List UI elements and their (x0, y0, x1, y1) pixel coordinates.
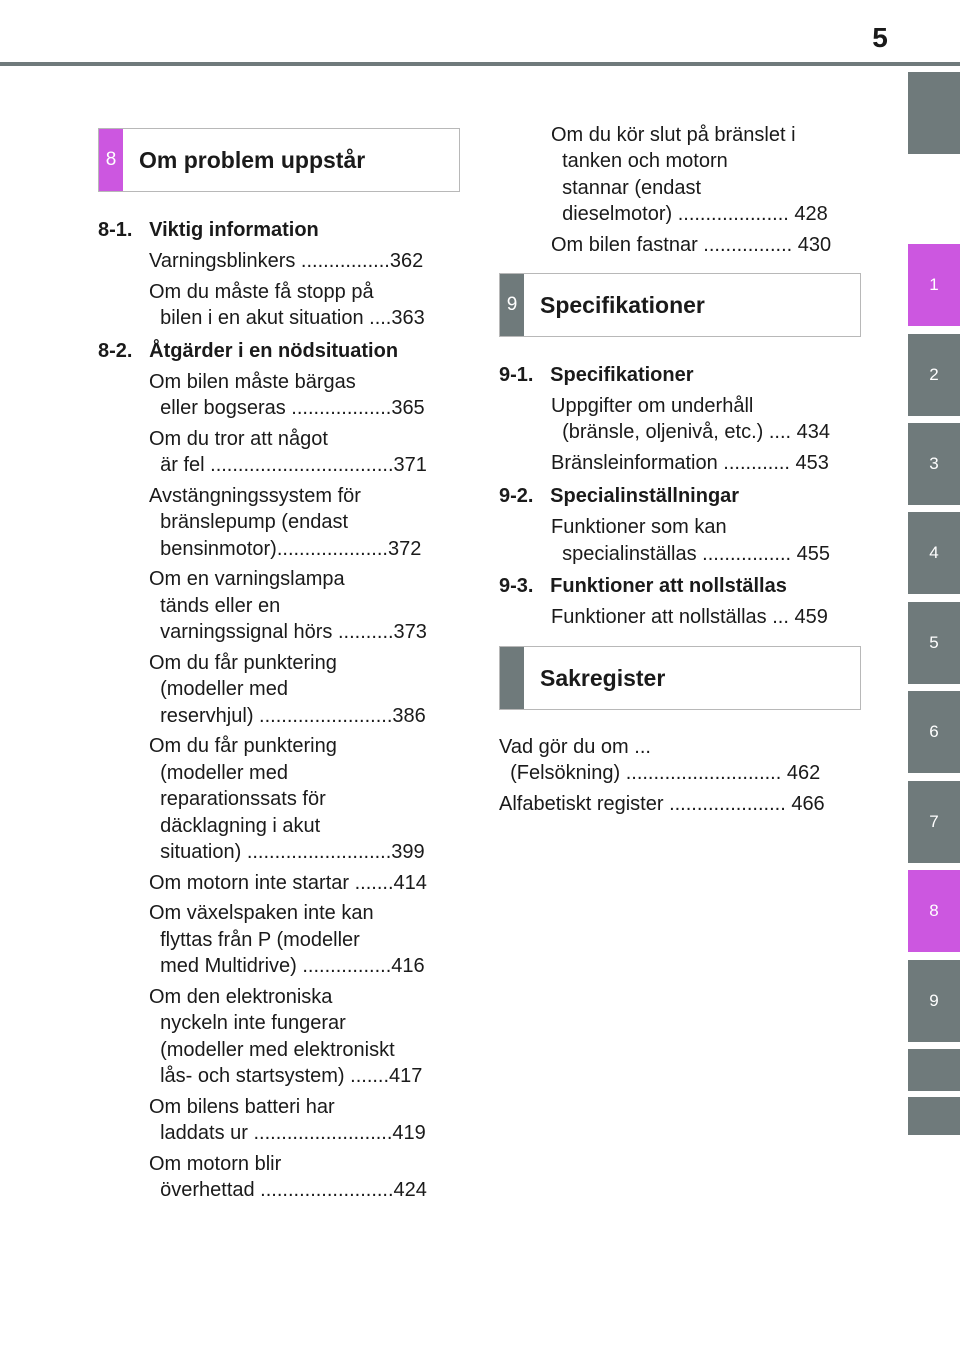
chapter-tab-2[interactable]: 2 (908, 334, 960, 416)
toc-entry[interactable]: Avstängningssystem för (149, 485, 361, 507)
toc-entry[interactable]: reservhjul) ........................386 (149, 705, 426, 727)
index-title: Sakregister (540, 664, 666, 691)
toc-entry[interactable]: Om motorn blir (149, 1153, 282, 1175)
toc-entry[interactable]: situation) ..........................399 (149, 841, 425, 863)
toc-entry[interactable]: eller bogseras ..................365 (149, 397, 425, 419)
toc-entry[interactable]: (bränsle, oljenivå, etc.) .... 434 (551, 421, 831, 443)
toc-entry[interactable]: Om du får punktering (149, 735, 337, 757)
chapter-tab-3[interactable]: 3 (908, 423, 960, 505)
toc-entry[interactable]: är fel .................................371 (149, 454, 427, 476)
toc-entry[interactable]: specialinställas ................ 455 (551, 543, 831, 565)
chapter-tab-6[interactable]: 6 (908, 691, 960, 773)
chapter-tab-7[interactable]: 7 (908, 781, 960, 863)
toc-entry[interactable]: däcklagning i akut (149, 815, 321, 837)
chapter-tab-8[interactable]: 8 (908, 870, 960, 952)
toc-entry[interactable]: Om bilen måste bärgas (149, 371, 356, 393)
toc-entry[interactable]: (modeller med (149, 762, 288, 784)
toc-entry[interactable]: bensinmotor)....................372 (149, 538, 422, 560)
toc-entry[interactable]: reparationssats för (149, 788, 326, 810)
toc-entry[interactable]: Om bilens batteri har (149, 1096, 335, 1118)
toc-entry[interactable]: laddats ur .........................419 (149, 1122, 426, 1144)
toc-entry[interactable]: Om växelspaken inte kan (149, 902, 374, 924)
section-9-number: 9 (500, 274, 524, 336)
section-9-title: Specifikationer (540, 291, 705, 318)
toc-entry[interactable]: Om du tror att något (149, 428, 328, 450)
toc-entry[interactable]: tänds eller en (149, 595, 281, 617)
subsection-9-3: 9-3. Funktioner att nollställas (499, 575, 787, 597)
chapter-tab-blank-1[interactable] (908, 1049, 960, 1091)
toc-entry[interactable]: lås- och startsystem) .......417 (149, 1065, 423, 1087)
toc-entry[interactable]: tanken och motorn (551, 150, 728, 172)
chapter-tab-blank-top[interactable] (908, 72, 960, 154)
toc-entry[interactable]: (Felsökning) ............................ 462 (499, 762, 821, 784)
toc-entry[interactable]: Om motorn inte startar .......414 (149, 872, 427, 894)
section-9-header[interactable] (499, 273, 861, 337)
toc-entry[interactable]: Uppgifter om underhåll (551, 395, 754, 417)
page-number: 5 (872, 22, 888, 53)
chapter-tab-9[interactable]: 9 (908, 960, 960, 1042)
toc-entry[interactable]: (modeller med (149, 678, 288, 700)
top-rule (0, 62, 960, 66)
toc-entry[interactable]: Om bilen fastnar ................ 430 (551, 234, 832, 256)
toc-entry[interactable]: varningssignal hörs ..........373 (149, 621, 427, 643)
subsection-9-2: 9-2. Specialinställningar (499, 485, 740, 507)
toc-entry[interactable]: Om du kör slut på bränslet i (551, 124, 796, 146)
subsection-8-1: 8-1. Viktig information (98, 219, 319, 241)
toc-entry[interactable]: (modeller med elektroniskt (149, 1039, 395, 1061)
toc-entry[interactable]: bränslepump (endast (149, 511, 349, 533)
subsection-9-1: 9-1. Specifikationer (499, 364, 694, 386)
toc-entry[interactable]: bilen i en akut situation ....363 (149, 307, 425, 329)
chapter-tab-5[interactable]: 5 (908, 602, 960, 684)
toc-entry[interactable]: Bränsleinformation ............ 453 (551, 452, 829, 474)
section-8-number: 8 (99, 129, 123, 191)
toc-entry[interactable]: flyttas från P (modeller (149, 929, 360, 951)
subsection-8-2: 8-2. Åtgärder i en nödsituation (98, 340, 399, 362)
toc-entry[interactable]: Vad gör du om ... (499, 736, 651, 758)
toc-entry[interactable]: Alfabetiskt register ..................... 466 (499, 793, 825, 815)
toc-entry[interactable]: med Multidrive) ................416 (149, 955, 425, 977)
chapter-tab-blank-2[interactable] (908, 1097, 960, 1135)
toc-entry[interactable]: stannar (endast (551, 177, 702, 199)
index-header[interactable] (499, 646, 861, 710)
chapter-tab-1[interactable]: 1 (908, 244, 960, 326)
toc-entry[interactable]: Varningsblinkers ................362 (149, 250, 424, 272)
toc-entry[interactable]: nyckeln inte fungerar (149, 1012, 346, 1034)
section-8-header[interactable] (98, 128, 460, 192)
chapter-tab-4[interactable]: 4 (908, 512, 960, 594)
toc-entry[interactable]: överhettad ........................424 (149, 1179, 427, 1201)
toc-entry[interactable]: dieselmotor) .................... 428 (551, 203, 828, 225)
toc-entry[interactable]: Funktioner att nollställas ... 459 (551, 606, 828, 628)
toc-entry[interactable]: Funktioner som kan (551, 516, 727, 538)
toc-entry[interactable]: Om du måste få stopp på (149, 281, 374, 303)
section-8-title: Om problem uppstår (139, 146, 366, 173)
index-header-bar (500, 647, 524, 709)
toc-entry[interactable]: Om du får punktering (149, 652, 337, 674)
toc-entry[interactable]: Om den elektroniska (149, 986, 333, 1008)
toc-entry[interactable]: Om en varningslampa (149, 568, 345, 590)
